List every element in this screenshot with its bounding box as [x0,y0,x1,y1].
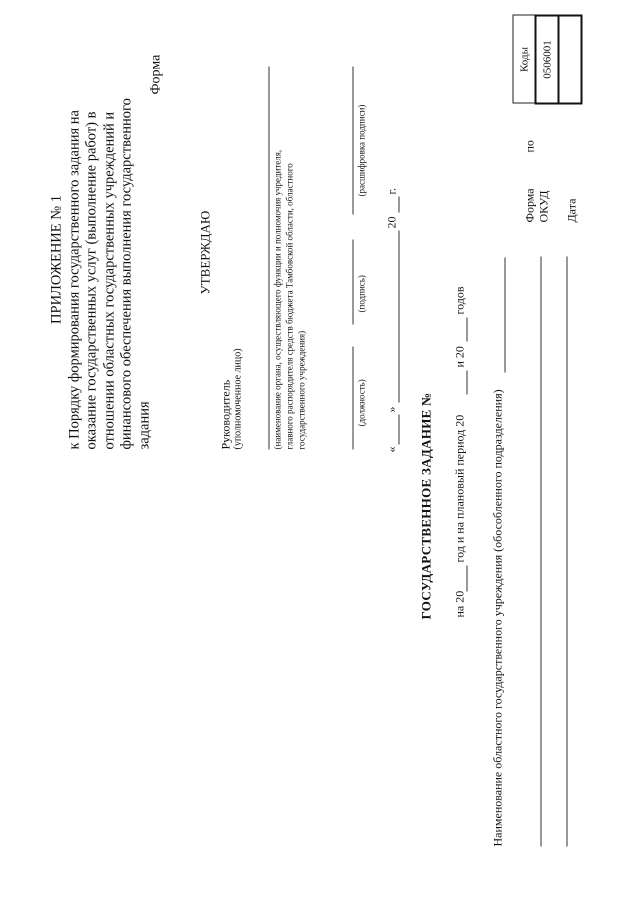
month-line [398,231,399,403]
approve-label: УТВЕРЖДАЮ [197,210,212,295]
form-okud-label: Форма [522,188,536,223]
codes-table [512,15,582,105]
org-caption-2: главного распорядителя средств бюджета Тамбовской области, областного [284,163,294,450]
form-okud-po: по [522,140,536,153]
day-line [398,415,399,445]
year-prefix: 20 [384,216,398,229]
institution-label: Наименование областного государственного учреждения (обособленного подразделения) [490,389,504,847]
document-title: ГОСУДАРСТВЕННОЕ ЗАДАНИЕ № [418,392,433,620]
institution-line-1 [504,258,505,373]
period-text-3: и 20 [452,346,466,368]
signature-caption: (подпись) [356,275,366,313]
period-line-2 [466,371,467,395]
period-text-2: год и на плановый период 20 [452,414,466,563]
date-code-cell[interactable] [558,16,581,104]
appendix-line: оказание государственных услуг (выполнение работ) в [83,111,99,450]
okud-label: ОКУД [536,190,550,223]
period-line-3 [466,318,467,342]
year-suffix: г. [384,187,398,195]
form-label: Форма [148,54,163,95]
position-caption: (должность) [356,379,366,427]
org-line [268,67,269,450]
appendix-text [66,70,154,450]
okud-code-cell[interactable]: 0506001 [535,16,558,104]
appendix-line: финансового обеспечения выполнения государственного [118,98,134,450]
period-line-1 [466,566,467,592]
decoding-caption: (расшифровка подписи) [356,104,366,197]
date-quote-open: « [384,446,398,453]
head-label: Руководитель [218,379,232,450]
position-line [352,347,353,450]
appendix-line: отношении областных государственных учреждений и [100,111,117,450]
signature-line [352,240,353,325]
year-line [398,197,399,213]
appendix-block [48,70,153,450]
codes-header: Коды [513,16,536,104]
period-text-1: на 20 [452,590,466,618]
date-quote-close: » [384,406,398,413]
appendix-line: к Порядку формирования государственного задания на [65,110,82,450]
org-caption-1: (наименование органа, осуществляющего функции и полномочия учредителя, [272,149,282,450]
authorized-label: (уполномоченное лицо) [232,348,243,450]
org-caption-3: государственного учреждения) [296,330,306,450]
date-label: Дата [564,198,578,223]
institution-line-3 [566,257,567,847]
appendix-title: ПРИЛОЖЕНИЕ № 1 [48,195,64,324]
institution-line-2 [540,257,541,847]
appendix-line: задания [135,401,152,450]
decoding-line [352,67,353,215]
period-text-4: годов [452,286,466,315]
